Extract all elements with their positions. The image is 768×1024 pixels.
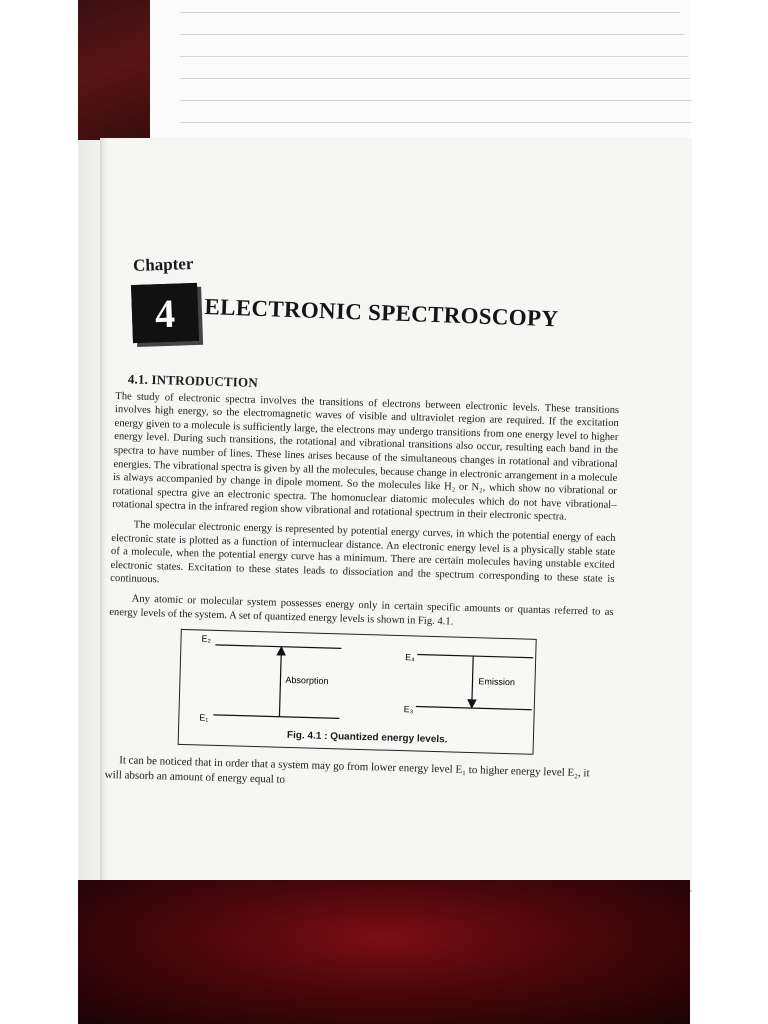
paragraph: Any atomic or molecular system possesses energy only in certain specific amounts or quantas referred to as energy levels of the system. A set of quantized energy levels is shown in Fig. 4.1.: [109, 593, 614, 628]
chapter-title: ELECTRONIC SPECTROSCOPY: [204, 294, 559, 332]
ruled-line: [180, 56, 688, 57]
energy-level-e3: [416, 707, 532, 710]
label-e3: E₃: [403, 704, 414, 715]
figure-caption: Fig. 4.1 : Quantized energy levels.: [286, 730, 448, 746]
closing-paragraph: It can be noticed that in order that a system may go from lower energy level E₁ to higher energy level E₂, it will absorb an amount of energy equal to: [104, 754, 590, 786]
absorption-label: Absorption: [285, 674, 329, 687]
ruled-line: [180, 34, 685, 35]
energy-level-e1: [213, 715, 339, 719]
ruled-line: [180, 12, 680, 13]
energy-level-diagram: [179, 630, 536, 736]
ruled-line: [180, 122, 692, 123]
energy-level-figure: [178, 629, 537, 755]
background-bottom: [78, 880, 690, 1024]
energy-level-e2: [215, 645, 341, 649]
label-e2: E₂: [201, 633, 212, 644]
emission-label: Emission: [478, 676, 516, 688]
ruled-line: [180, 100, 692, 101]
label-e1: E₁: [199, 712, 209, 723]
ruled-line: [180, 78, 690, 79]
absorption-arrow: [279, 651, 281, 717]
page-content: [105, 372, 620, 797]
section-heading: 4.1. INTRODUCTION: [127, 371, 259, 390]
chapter-label: Chapter: [132, 253, 194, 276]
label-e4: E₄: [405, 652, 415, 663]
notebook-page: [150, 0, 690, 160]
chapter-number: 4: [154, 290, 176, 336]
paragraph: The molecular electronic energy is represented by potential energy curves, in which the potential energy of each electronic state is plotted as a function of internuclear distance. An electronic energy level is a physically stable state of a molecule, when the potential energy curve has a minimum. There are certain molecules having unstable excited electronic states. Excitation to these states leads to dissociation and the spectrum corresponding to these state is continuous.: [110, 519, 616, 586]
energy-level-e4: [417, 655, 533, 658]
emission-arrow: [472, 656, 473, 704]
chapter-number-box: [131, 283, 199, 343]
paragraph: The study of electronic spectra involves the transitions of electrons between electronic levels. These transitions involves high energy, so the electromagnetic waves of visible and ultraviolet region are required. If the excitation energy given to a molecule is sufficiently large, the electrons may undergo transitions from one energy level to higher energy level. During such transitions, the rotational and vibrational transitions also occur, resulting each band in the spectra to have number of lines. These lines arises because of the simultaneous changes in rotational and vibrational energies. The vibrational spectra is given by all the molecules, because change in electronic arrangement in a molecule is always accompanied by change in dipole moment. So the molecules like H₂ or N₂, which show no vibrational or rotational spectra give an electronic spectra. The homonuclear diatomic molecules which do not have vibrational–rotational spectra in the infrared region show vibrational and rotational spectrum in their electronic spectra.: [112, 390, 620, 523]
